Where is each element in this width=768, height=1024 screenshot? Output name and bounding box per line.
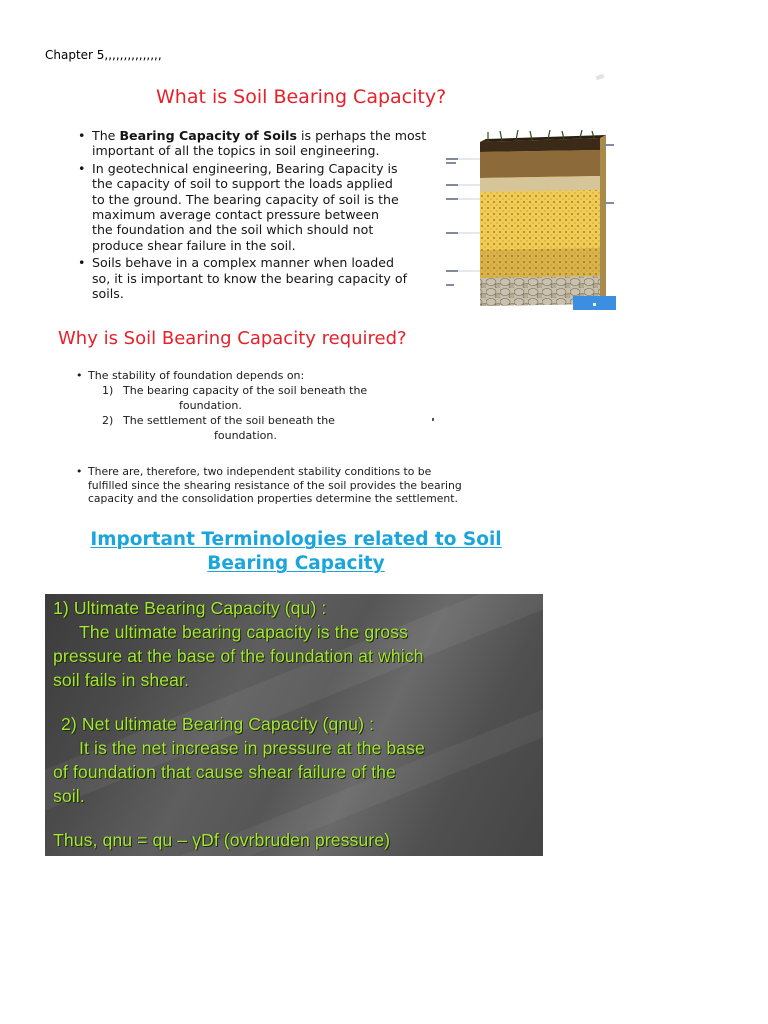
ultimate-capacity-heading: 1) Ultimate Bearing Capacity (qu) : [53, 598, 327, 618]
ultimate-capacity-text: soil fails in shear. [53, 670, 189, 690]
bullet-bearing-capacity-importance [76, 128, 440, 159]
section1-title: What is Soil Bearing Capacity? [156, 86, 447, 108]
section2-title: Why is Soil Bearing Capacity required? [58, 328, 407, 349]
bullet2-line: to the ground. The bearing capacity of soil is the [92, 191, 399, 207]
soil-profile-image [444, 128, 616, 310]
bullet3-line: Soils behave in a complex manner when loaded [92, 255, 395, 271]
ultimate-capacity-text: pressure at the base of the foundation at which [53, 646, 424, 666]
bullet2-line: maximum average contact pressure between [92, 207, 380, 223]
section3-title-line1: Important Terminologies related to Soil [90, 529, 502, 550]
net-capacity-text: It is the net increase in pressure at the base [79, 738, 425, 758]
bullet2-line: the foundation and the soil which should not [92, 222, 374, 238]
image-speck [596, 74, 605, 80]
formula-line: Thus, qnu = qu – γDf (ovrbruden pressure) [53, 830, 391, 850]
bullet1-pre: The [92, 128, 120, 143]
item-number: 1) [102, 384, 114, 397]
bullet1-line2: important of all the topics in soil engineering. [92, 143, 380, 159]
bullet1-bold: Bearing Capacity of Soils [119, 128, 297, 143]
section3-title-line2: Bearing Capacity [207, 553, 385, 574]
item-continuation: foundation. [179, 399, 242, 412]
stability-conditions-paragraph [76, 465, 506, 506]
section3-title [60, 528, 532, 576]
item-number: 2) [102, 414, 114, 427]
bullet-definition [76, 161, 440, 253]
stray-mark [432, 418, 434, 421]
bullet3-line: soils. [92, 286, 124, 302]
bullet-complex-behaviour [76, 255, 440, 301]
paragraph-line: There are, therefore, two independent stability conditions to be [88, 465, 432, 478]
section1-bullets [76, 128, 440, 303]
paragraph-line: fulfilled since the shearing resistance of the soil provides the bearing [88, 478, 462, 492]
bullet2-line: the capacity of soil to support the loads applied [92, 176, 393, 192]
net-capacity-text: soil. [53, 786, 85, 806]
paragraph-line: capacity and the consolidation properties determine the settlement. [88, 492, 458, 505]
list-item [76, 383, 367, 398]
stability-intro: • The stability of foundation depends on: [76, 368, 367, 383]
item-text: The bearing capacity of the soil beneath the [123, 384, 368, 397]
paragraph-bullet [76, 465, 506, 506]
bullet2-line: In geotechnical engineering, Bearing Capacity is [92, 160, 398, 176]
ultimate-capacity-text: The ultimate bearing capacity is the gross [79, 622, 408, 642]
image-corner-tab [573, 296, 616, 310]
net-capacity-heading: 2) Net ultimate Bearing Capacity (qnu) : [61, 714, 375, 734]
bullet1-post: is perhaps the most [297, 128, 427, 143]
section2-list [76, 368, 367, 443]
list-item [76, 413, 367, 428]
terminology-panel [45, 594, 543, 856]
net-capacity-text: of foundation that cause shear failure of the [53, 762, 396, 782]
chapter-label: Chapter 5,,,,,,,,,,,,,,, [45, 48, 162, 62]
bullet2-line: produce shear failure in the soil. [92, 237, 296, 253]
item-text: The settlement of the soil beneath the [123, 414, 335, 427]
item-continuation: foundation. [214, 429, 277, 442]
bullet3-line: so, it is important to know the bearing capacity of [92, 270, 408, 286]
